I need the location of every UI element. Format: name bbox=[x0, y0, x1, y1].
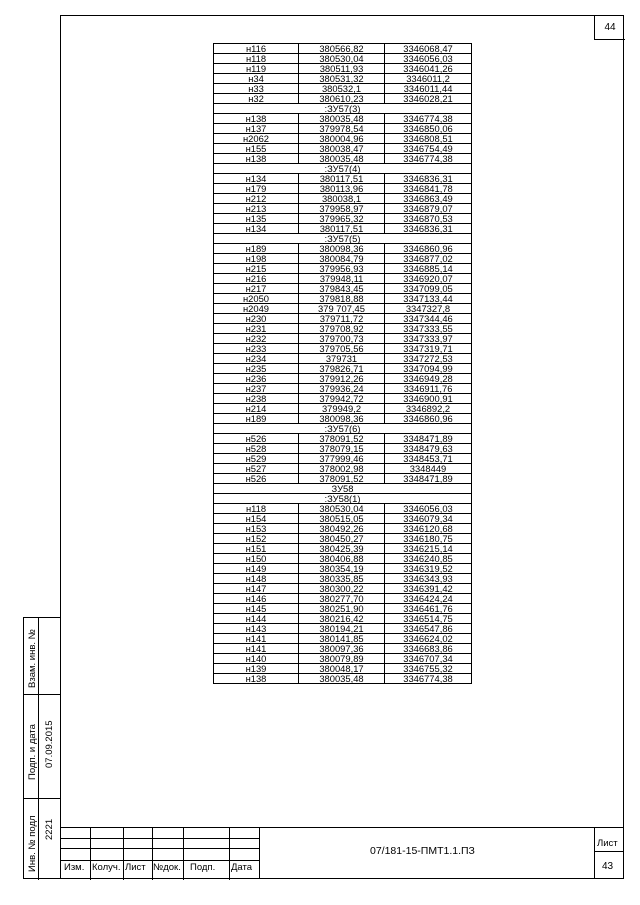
coord-y: 3346120,68 bbox=[385, 524, 472, 534]
point-id: н34 bbox=[214, 74, 299, 84]
coord-y: 3346215,14 bbox=[385, 544, 472, 554]
coord-x: 378091,52 bbox=[299, 434, 385, 444]
coord-x: 380038,1 bbox=[299, 194, 385, 204]
coord-y: 3348449 bbox=[385, 464, 472, 474]
table-row bbox=[214, 384, 472, 394]
col-podp: Подп. bbox=[190, 862, 216, 873]
coord-y: 3346011,2 bbox=[385, 74, 472, 84]
coord-x: 379958,97 bbox=[299, 204, 385, 214]
table-row bbox=[214, 374, 472, 384]
coord-x: 379936,24 bbox=[299, 384, 385, 394]
coord-x: 380048,17 bbox=[299, 664, 385, 674]
coord-y: 3346850,06 bbox=[385, 124, 472, 134]
table-row bbox=[214, 284, 472, 294]
coord-y: 3346754,49 bbox=[385, 144, 472, 154]
point-id: н179 bbox=[214, 184, 299, 194]
table-row bbox=[214, 434, 472, 444]
coord-x: 380610,23 bbox=[299, 94, 385, 104]
point-id: н147 bbox=[214, 584, 299, 594]
coord-x: 380354,19 bbox=[299, 564, 385, 574]
table-row bbox=[214, 294, 472, 304]
coord-y: 3346870,53 bbox=[385, 214, 472, 224]
table-row bbox=[214, 184, 472, 194]
coord-x: 380511,93 bbox=[299, 64, 385, 74]
point-id: н140 bbox=[214, 654, 299, 664]
corner-page-number: 44 bbox=[594, 15, 625, 40]
coord-y: 3347094,99 bbox=[385, 364, 472, 374]
coord-x: 380117,51 bbox=[299, 224, 385, 234]
coord-x: 380530,04 bbox=[299, 54, 385, 64]
point-id: н236 bbox=[214, 374, 299, 384]
podp-date: 07.09.2015 bbox=[44, 720, 55, 768]
coord-y: 3346774,38 bbox=[385, 674, 472, 684]
point-id: н134 bbox=[214, 224, 299, 234]
point-id: н213 bbox=[214, 204, 299, 214]
coord-y: 3346079,34 bbox=[385, 514, 472, 524]
table-row bbox=[214, 44, 472, 54]
coord-y: 3347272,53 bbox=[385, 354, 472, 364]
coord-x: 379731 bbox=[299, 354, 385, 364]
table-row bbox=[214, 304, 472, 314]
coord-y: 3346808,51 bbox=[385, 134, 472, 144]
table-row bbox=[214, 504, 472, 514]
section-row bbox=[214, 484, 472, 494]
point-id: н198 bbox=[214, 254, 299, 264]
coordinates-table-body bbox=[214, 44, 472, 684]
coord-y: 3347333,55 bbox=[385, 324, 472, 334]
point-id: н216 bbox=[214, 274, 299, 284]
coord-x: 379965,32 bbox=[299, 214, 385, 224]
table-row bbox=[214, 514, 472, 524]
coord-y: 3346180,75 bbox=[385, 534, 472, 544]
point-id: н217 bbox=[214, 284, 299, 294]
table-row bbox=[214, 124, 472, 134]
coord-y: 3346028,21 bbox=[385, 94, 472, 104]
coordinates-table bbox=[213, 43, 472, 684]
coord-x: 379843,45 bbox=[299, 284, 385, 294]
coord-x: 379942,72 bbox=[299, 394, 385, 404]
point-id: н149 bbox=[214, 564, 299, 574]
coord-x: 378091,52 bbox=[299, 474, 385, 484]
section-row bbox=[214, 104, 472, 114]
table-row bbox=[214, 394, 472, 404]
table-row bbox=[214, 614, 472, 624]
table-row bbox=[214, 244, 472, 254]
point-id: н143 bbox=[214, 624, 299, 634]
point-id: н155 bbox=[214, 144, 299, 154]
coord-y: 3347333,97 bbox=[385, 334, 472, 344]
coord-x: 379912,26 bbox=[299, 374, 385, 384]
table-row bbox=[214, 534, 472, 544]
point-id: н134 bbox=[214, 174, 299, 184]
table-row bbox=[214, 274, 472, 284]
table-row bbox=[214, 174, 472, 184]
table-row bbox=[214, 144, 472, 154]
point-id: н33 bbox=[214, 84, 299, 94]
coord-x: 380035,48 bbox=[299, 674, 385, 684]
table-row bbox=[214, 644, 472, 654]
coord-y: 3346879,07 bbox=[385, 204, 472, 214]
coord-x: 380079,89 bbox=[299, 654, 385, 664]
table-row bbox=[214, 94, 472, 104]
table-row bbox=[214, 634, 472, 644]
coord-y: 3346056,03 bbox=[385, 504, 472, 514]
table-row bbox=[214, 404, 472, 414]
point-id: н119 bbox=[214, 64, 299, 74]
table-row bbox=[214, 134, 472, 144]
coord-y: 3348453,71 bbox=[385, 454, 472, 464]
table-row bbox=[214, 554, 472, 564]
coord-y: 3346911,76 bbox=[385, 384, 472, 394]
point-id: н138 bbox=[214, 674, 299, 684]
coord-x: 380406,88 bbox=[299, 554, 385, 564]
coord-x: 380097,36 bbox=[299, 644, 385, 654]
table-row bbox=[214, 454, 472, 464]
coord-y: 3347099,05 bbox=[385, 284, 472, 294]
coord-x: 380566,82 bbox=[299, 44, 385, 54]
coord-x: 380425,39 bbox=[299, 544, 385, 554]
coord-y: 3346885,14 bbox=[385, 264, 472, 274]
coord-x: 380035,48 bbox=[299, 114, 385, 124]
coord-x: 379956,93 bbox=[299, 264, 385, 274]
point-id: н141 bbox=[214, 644, 299, 654]
table-row bbox=[214, 314, 472, 324]
point-id: н230 bbox=[214, 314, 299, 324]
coord-y: 3346547,86 bbox=[385, 624, 472, 634]
point-id: н151 bbox=[214, 544, 299, 554]
coord-y: 3346892,2 bbox=[385, 404, 472, 414]
coord-y: 3346056,03 bbox=[385, 54, 472, 64]
document-code: 07/181-15-ПМТ1.1.ПЗ bbox=[370, 845, 475, 857]
col-list: Лист bbox=[125, 862, 146, 873]
table-row bbox=[214, 354, 472, 364]
coord-x: 377999,46 bbox=[299, 454, 385, 464]
table-row bbox=[214, 444, 472, 454]
coord-y: 3346900,91 bbox=[385, 394, 472, 404]
point-id: н189 bbox=[214, 244, 299, 254]
point-id: н148 bbox=[214, 574, 299, 584]
table-row bbox=[214, 604, 472, 614]
coord-x: 379948,11 bbox=[299, 274, 385, 284]
point-id: н238 bbox=[214, 394, 299, 404]
coord-y: 3346343,93 bbox=[385, 574, 472, 584]
point-id: н146 bbox=[214, 594, 299, 604]
point-id: н137 bbox=[214, 124, 299, 134]
point-id: н2050 bbox=[214, 294, 299, 304]
point-id: н2062 bbox=[214, 134, 299, 144]
coord-x: 380277,70 bbox=[299, 594, 385, 604]
point-id: н529 bbox=[214, 454, 299, 464]
point-id: н154 bbox=[214, 514, 299, 524]
table-row bbox=[214, 254, 472, 264]
coord-y: 3346949,28 bbox=[385, 374, 472, 384]
coord-x: 380004,96 bbox=[299, 134, 385, 144]
point-id: н526 bbox=[214, 474, 299, 484]
coord-x: 379711,72 bbox=[299, 314, 385, 324]
point-id: н527 bbox=[214, 464, 299, 474]
coord-x: 380084,79 bbox=[299, 254, 385, 264]
table-row bbox=[214, 334, 472, 344]
table-row bbox=[214, 674, 472, 684]
point-id: н138 bbox=[214, 154, 299, 164]
point-id: н153 bbox=[214, 524, 299, 534]
coord-y: 3346841,78 bbox=[385, 184, 472, 194]
table-row bbox=[214, 414, 472, 424]
coord-y: 3346836,31 bbox=[385, 224, 472, 234]
table-row bbox=[214, 64, 472, 74]
table-row bbox=[214, 474, 472, 484]
section-row bbox=[214, 234, 472, 244]
table-row bbox=[214, 194, 472, 204]
coord-y: 3346514,75 bbox=[385, 614, 472, 624]
table-row bbox=[214, 264, 472, 274]
table-row bbox=[214, 214, 472, 224]
coord-y: 3346461,76 bbox=[385, 604, 472, 614]
point-id: н145 bbox=[214, 604, 299, 614]
coord-x: 379949,2 bbox=[299, 404, 385, 414]
coord-y: 3346860,96 bbox=[385, 414, 472, 424]
section-row bbox=[214, 424, 472, 434]
coord-y: 3346319,52 bbox=[385, 564, 472, 574]
table-row bbox=[214, 564, 472, 574]
coord-y: 3346011,44 bbox=[385, 84, 472, 94]
coord-y: 3347327,8 bbox=[385, 304, 472, 314]
coord-x: 380492,26 bbox=[299, 524, 385, 534]
section-row bbox=[214, 164, 472, 174]
coord-y: 3346068,47 bbox=[385, 44, 472, 54]
point-id: н212 bbox=[214, 194, 299, 204]
coord-y: 3347344,46 bbox=[385, 314, 472, 324]
coord-y: 3346041,26 bbox=[385, 64, 472, 74]
table-row bbox=[214, 84, 472, 94]
col-izm: Изм. bbox=[64, 862, 85, 873]
coord-x: 380216,42 bbox=[299, 614, 385, 624]
point-id: н152 bbox=[214, 534, 299, 544]
table-row bbox=[214, 664, 472, 674]
table-row bbox=[214, 344, 472, 354]
table-row bbox=[214, 154, 472, 164]
coord-y: 3346877,02 bbox=[385, 254, 472, 264]
table-row bbox=[214, 364, 472, 374]
table-row bbox=[214, 324, 472, 334]
inv-number: 2221 bbox=[44, 818, 55, 840]
coord-x: 378002,98 bbox=[299, 464, 385, 474]
coord-x: 379818,88 bbox=[299, 294, 385, 304]
coord-y: 3346683,86 bbox=[385, 644, 472, 654]
coord-y: 3347319,71 bbox=[385, 344, 472, 354]
point-id: н135 bbox=[214, 214, 299, 224]
coord-x: 379978,54 bbox=[299, 124, 385, 134]
table-row bbox=[214, 654, 472, 664]
coord-x: 380450,27 bbox=[299, 534, 385, 544]
table-row bbox=[214, 584, 472, 594]
coord-x: 380532,1 bbox=[299, 84, 385, 94]
section-label: :ЗУ57(4) bbox=[214, 164, 472, 174]
coord-y: 3346774,38 bbox=[385, 114, 472, 124]
coord-x: 379708,92 bbox=[299, 324, 385, 334]
table-row bbox=[214, 204, 472, 214]
table-row bbox=[214, 524, 472, 534]
point-id: н116 bbox=[214, 44, 299, 54]
point-id: н141 bbox=[214, 634, 299, 644]
coord-x: 380251,90 bbox=[299, 604, 385, 614]
section-label: :ЗУ57(3) bbox=[214, 104, 472, 114]
sheet-number: 43 bbox=[602, 861, 614, 872]
coord-x: 380038,47 bbox=[299, 144, 385, 154]
coord-x: 380335,85 bbox=[299, 574, 385, 584]
point-id: н234 bbox=[214, 354, 299, 364]
coord-x: 379 707,45 bbox=[299, 304, 385, 314]
coord-y: 3346707,34 bbox=[385, 654, 472, 664]
table-row bbox=[214, 624, 472, 634]
table-row bbox=[214, 54, 472, 64]
coord-y: 3346774,38 bbox=[385, 154, 472, 164]
coord-y: 3348471,89 bbox=[385, 474, 472, 484]
coord-x: 379700,73 bbox=[299, 334, 385, 344]
coord-x: 379705,56 bbox=[299, 344, 385, 354]
coord-y: 3346755,32 bbox=[385, 664, 472, 674]
coord-x: 380194,21 bbox=[299, 624, 385, 634]
coord-x: 379826,71 bbox=[299, 364, 385, 374]
section-label: :ЗУ57(6) bbox=[214, 424, 472, 434]
coord-y: 3346863,49 bbox=[385, 194, 472, 204]
col-data: Дата bbox=[231, 862, 253, 873]
point-id: н144 bbox=[214, 614, 299, 624]
vzam-label: Взам. инв. № bbox=[27, 629, 38, 688]
table-row bbox=[214, 544, 472, 554]
coord-y: 3346836,31 bbox=[385, 174, 472, 184]
point-id: н2049 bbox=[214, 304, 299, 314]
coord-x: 380515,05 bbox=[299, 514, 385, 524]
coord-x: 378079,15 bbox=[299, 444, 385, 454]
point-id: н189 bbox=[214, 414, 299, 424]
table-row bbox=[214, 224, 472, 234]
coord-y: 3346391,42 bbox=[385, 584, 472, 594]
col-ndok: №док. bbox=[153, 862, 181, 873]
point-id: н233 bbox=[214, 344, 299, 354]
coord-x: 380300,22 bbox=[299, 584, 385, 594]
point-id: н526 bbox=[214, 434, 299, 444]
coord-x: 380117,51 bbox=[299, 174, 385, 184]
coord-x: 380035,48 bbox=[299, 154, 385, 164]
coord-y: 3346860,96 bbox=[385, 244, 472, 254]
point-id: н150 bbox=[214, 554, 299, 564]
table-row bbox=[214, 74, 472, 84]
section-label: ЗУ58 bbox=[214, 484, 472, 494]
table-row bbox=[214, 594, 472, 604]
podp-label: Подп. и дата bbox=[27, 724, 38, 780]
point-id: н32 bbox=[214, 94, 299, 104]
table-row bbox=[214, 114, 472, 124]
coord-y: 3346424,24 bbox=[385, 594, 472, 604]
point-id: н237 bbox=[214, 384, 299, 394]
section-label: :ЗУ57(5) bbox=[214, 234, 472, 244]
section-label: :ЗУ58(1) bbox=[214, 494, 472, 504]
coord-y: 3348471,89 bbox=[385, 434, 472, 444]
point-id: н139 bbox=[214, 664, 299, 674]
coord-x: 380098,36 bbox=[299, 414, 385, 424]
sheet-label: Лист bbox=[597, 838, 618, 849]
point-id: н118 bbox=[214, 54, 299, 64]
coord-x: 380098,36 bbox=[299, 244, 385, 254]
coord-x: 380530,04 bbox=[299, 504, 385, 514]
point-id: н118 bbox=[214, 504, 299, 514]
point-id: н232 bbox=[214, 334, 299, 344]
point-id: н215 bbox=[214, 264, 299, 274]
col-koluch: Колуч. bbox=[92, 862, 121, 873]
point-id: н138 bbox=[214, 114, 299, 124]
coord-y: 3346624,02 bbox=[385, 634, 472, 644]
point-id: н235 bbox=[214, 364, 299, 374]
inv-label: Инв. № подл bbox=[27, 815, 38, 872]
coord-x: 380531,32 bbox=[299, 74, 385, 84]
coord-y: 3348479,63 bbox=[385, 444, 472, 454]
coord-y: 3346920,07 bbox=[385, 274, 472, 284]
table-row bbox=[214, 464, 472, 474]
coord-x: 380113,96 bbox=[299, 184, 385, 194]
point-id: н214 bbox=[214, 404, 299, 414]
section-row bbox=[214, 494, 472, 504]
point-id: н231 bbox=[214, 324, 299, 334]
coord-y: 3347133,44 bbox=[385, 294, 472, 304]
coord-x: 380141,85 bbox=[299, 634, 385, 644]
table-row bbox=[214, 574, 472, 584]
point-id: н528 bbox=[214, 444, 299, 454]
coord-y: 3346240,85 bbox=[385, 554, 472, 564]
